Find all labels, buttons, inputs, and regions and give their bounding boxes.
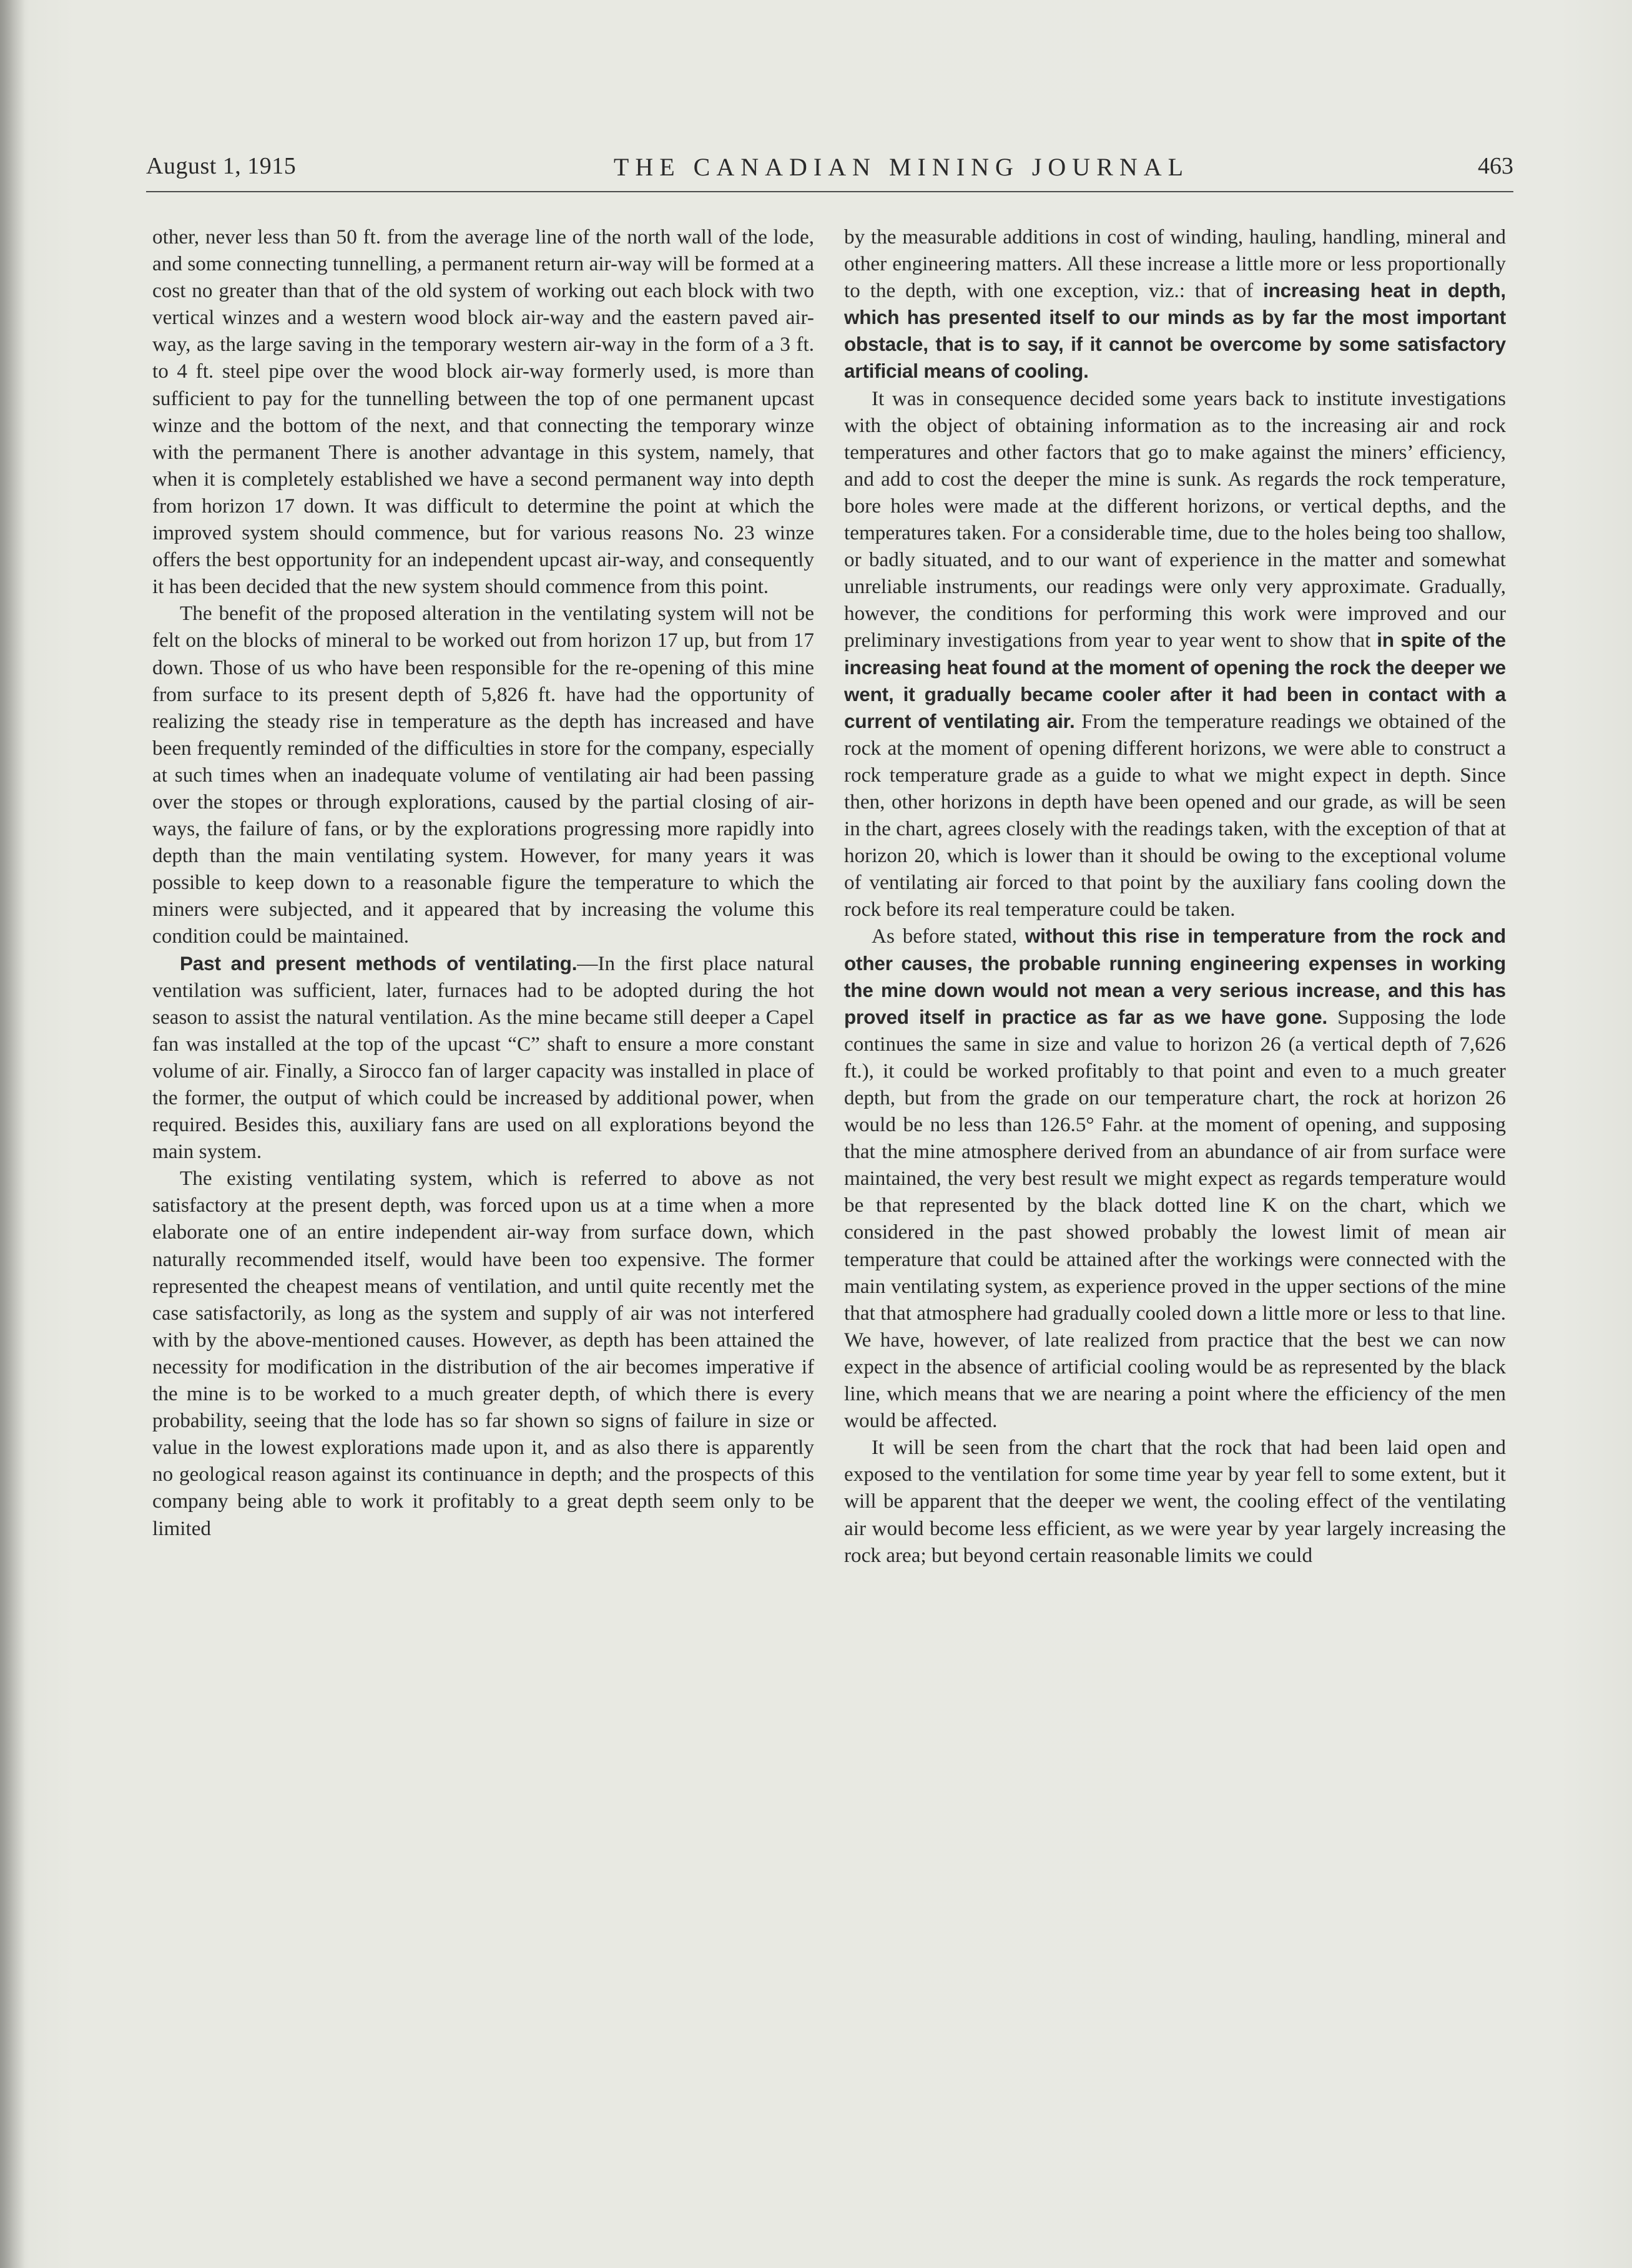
- paragraph: [844, 223, 1506, 385]
- paragraph: The benefit of the proposed alteration in the ventilating system will not be felt on the blocks of mineral to be worked out from horizon 17 up, but from 17 down. Those of us who have been responsible for the re-opening of this mine from surface to its present depth of 5,826 ft. have had the opportunity of realizing the steady rise in temperature as the depth has increased and have been frequently reminded of the difficulties in store for the company, especially at such times when an inadequate volume of ventilating air had been passing over the stopes or through explorations, caused by the partial closing of air-ways, the failure of fans, or by the explorations progressing more rapidly into depth than the main ventilating system. However, for many years it was possible to keep down to a reasonable figure the temperature to which the miners were subjected, and it appeared that by increasing the volume this condition could be maintained.: [152, 602, 814, 948]
- emphasis-text: in spite of the increasing heat found at the moment of opening the rock the deeper we went, it gradually became cooler after it had been in contact with a current of ventilating air.: [844, 629, 1506, 732]
- paragraph: [844, 385, 1506, 923]
- paragraph-text: As before stated,: [872, 925, 1025, 948]
- right-column: [844, 223, 1506, 1569]
- paragraph: other, never less than 50 ft. from the average line of the north wall of the lode, and some connecting tunnelling, a permanent return air-way will be formed at a cost no greater than that of the old system of working out each block with two vertical winzes and a western wood block air-way and the eastern paved air-way, as the large saving in the temporary western air-way in the form of a 3 ft. to 4 ft. steel pipe over the wood block air-way formerly used, is more than sufficient to pay for the tunnelling between the top of one permanent upcast winze and the bottom of the next, and that connecting the temporary winze with the permanent There is another advantage in this system, namely, that when it is completely established we have a second permanent way into depth from horizon 17 down. It was difficult to determine the point at which the improved system should commence, but for various reasons No. 23 winze offers the best opportunity for an independent upcast air-way, and consequently it has been decided that the new system should commence from this point.: [152, 225, 814, 599]
- issue-date: August 1, 1915: [146, 153, 297, 179]
- paragraph-text: It was in consequence decided some years back to institute investigations with the object of obtaining information as to the increasing air and rock temperatures and other factors that go to make against the miners’ efficiency, and add to cost the deeper the mine is sunk. As regards the rock temperature, bore holes were made at the different horizons, or vertical depths, and the temperatures taken. For a considerable time, due to the holes being too shallow, or badly situated, and to our want of experience in the matter and somewhat unreliable instruments, our readings were only very approximate. Gradually, however, the conditions for performing this work were improved and our preliminary investigations from year to year went to show that: [844, 386, 1506, 652]
- paragraph-with-heading: [152, 950, 814, 1166]
- paragraph-text: Supposing the lode continues the same in size and value to horizon 26 (a vertical depth of 7,626 ft.), it could be worked profitably to that point and even to a much greater depth, but from the grade on our temperature chart, the rock at horizon 26 would be no less than 126.5° Fahr. at the moment of opening, and supposing that the mine atmosphere derived from an abundance of air from surface were maintained, the very best result we might expect as regards temperature would be that represented by the black dotted line K on the chart, which we considered in the past showed probably the lowest limit of mean air temperature that could be attained after the workings were connected with the main ventilating system, as experience proved in the upper sections of the mine that that atmosphere had gradually cooled down a little more or less to that line. We have, however, of late realized from practice that the best we can now expect in the absence of artificial cooling would be as represented by the black line, which means that we are nearing a point where the efficiency of the men would be affected.: [844, 1005, 1506, 1433]
- paragraph-text: —In the first place natural ventilation was sufficient, later, furnaces had to be adopted during the hot season to assist the natural ventilation. As the mine became still deeper a Capel fan was installed at the top of the upcast “C” shaft to ensure a more constant volume of air. Finally, a Sirocco fan of larger capacity was installed in place of the former, the output of which could be increased by additional power, when required. Besides this, auxiliary fans are used on all explorations beyond the main system.: [152, 951, 814, 1164]
- section-heading: Past and present methods of ventilating.: [180, 951, 578, 974]
- emphasis-text: increasing heat in depth, which has presented itself to our minds as by far the most important obstacle, that is to say, if it cannot be overcome by some satisfactory artificial means of cooling.: [844, 279, 1506, 383]
- left-column: [152, 223, 814, 1542]
- journal-title: THE CANADIAN MINING JOURNAL: [613, 153, 1190, 181]
- running-header: [146, 152, 1513, 190]
- page-number: 463: [1478, 153, 1513, 179]
- paragraph-text: From the temperature readings we obtained of the rock at the moment of opening different horizons, we were able to construct a rock temperature grade as a guide to what we might expect in depth. Since then, other horizons in depth have been opened and our grade, as will be seen in the chart, agrees closely with the readings taken, with the exception of that at horizon 20, which is lower than it should be owing to the exceptional volume of ventilating air forced to that point by the auxiliary fans cooling down the rock before its real temperature could be taken.: [844, 709, 1506, 921]
- paragraph: [844, 923, 1506, 1434]
- binding-shadow: [0, 0, 25, 2268]
- paragraph: It will be seen from the chart that the rock that had been laid open and exposed to the ventilation for some time year by year fell to some extent, but it will be apparent that the deeper we went, the cooling effect of the ventilating air would become less efficient, as we were year by year largely increasing the rock area; but beyond certain reasonable limits we could: [844, 1436, 1506, 1567]
- emphasis-text: without this rise in temperature from the rock and other causes, the probable running engineering expenses in working the mine down would not mean a very serious increase, and this has proved itself in practice as far as we have gone.: [844, 925, 1506, 1028]
- header-rule: [146, 191, 1513, 192]
- paragraph-text: by the measurable additions in cost of winding, hauling, handling, mineral and other engineering matters. All these increase a little more or less proportionally to the depth, with one exception, viz.: that of: [844, 225, 1506, 303]
- paragraph: The existing ventilating system, which is referred to above as not satisfactory at the present depth, was forced upon us at a time when a more elaborate one of an entire independent air-way from surface down, which naturally recommended itself, would have been too expensive. The former represented the cheapest means of ventilation, and until quite recently met the case satisfactorily, as long as the system and supply of air was not interfered with by the above-mentioned causes. However, as depth has been attained the necessity for modification in the distribution of the air becomes imperative if the mine is to be worked to a much greater depth, of which there is every probability, seeing that the lode has so far shown so signs of failure in size or value in the lowest explorations made upon it, and as also there is apparently no geological reason against its continuance in depth; and the prospects of this company being able to work it profitably to a great depth seem only to be limited: [152, 1167, 814, 1540]
